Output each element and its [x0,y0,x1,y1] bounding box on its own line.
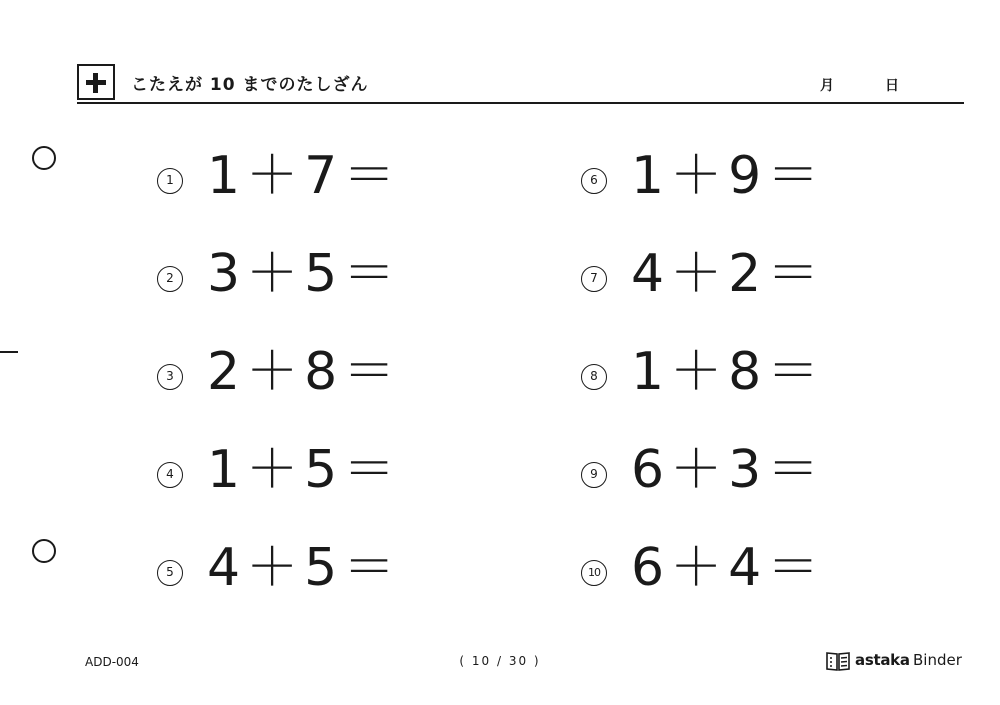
problem-number: 8 [581,364,607,390]
binder-hole-bottom [32,539,56,563]
problem-expression: 2＋8＝ [207,342,402,402]
problem-expression: 6＋3＝ [631,440,826,500]
problem-expression: 1＋7＝ [207,146,402,206]
problem-number: 7 [581,266,607,292]
problem-number: 9 [581,462,607,488]
problem-number: 4 [157,462,183,488]
brand-name-light: Binder [913,651,962,669]
problem-expression: 1＋9＝ [631,146,826,206]
problem-number: 2 [157,266,183,292]
month-label: 月 [820,78,834,94]
brand-name-bold: astaka [855,651,910,669]
binder-book-icon [825,650,851,672]
worksheet-title: こたえが 10 までのたしざん [131,75,369,95]
binder-hole-top [32,146,56,170]
problem-expression: 4＋5＝ [207,538,402,598]
problem-expression: 1＋8＝ [631,342,826,402]
problem-expression: 1＋5＝ [207,440,402,500]
plus-icon [77,64,115,100]
problem-number: 3 [157,364,183,390]
worksheet-header [77,64,964,104]
page-indicator: ( 10 / 30 ) [459,654,541,668]
day-label: 日 [885,78,899,94]
problem-expression: 4＋2＝ [631,244,826,304]
center-fold-mark [0,351,18,353]
problem-number: 1 [157,168,183,194]
problem-number: 10 [581,560,607,586]
worksheet-code: ADD-004 [85,655,139,669]
problem-number: 6 [581,168,607,194]
problem-number: 5 [157,560,183,586]
problem-expression: 6＋4＝ [631,538,826,598]
problem-expression: 3＋5＝ [207,244,402,304]
